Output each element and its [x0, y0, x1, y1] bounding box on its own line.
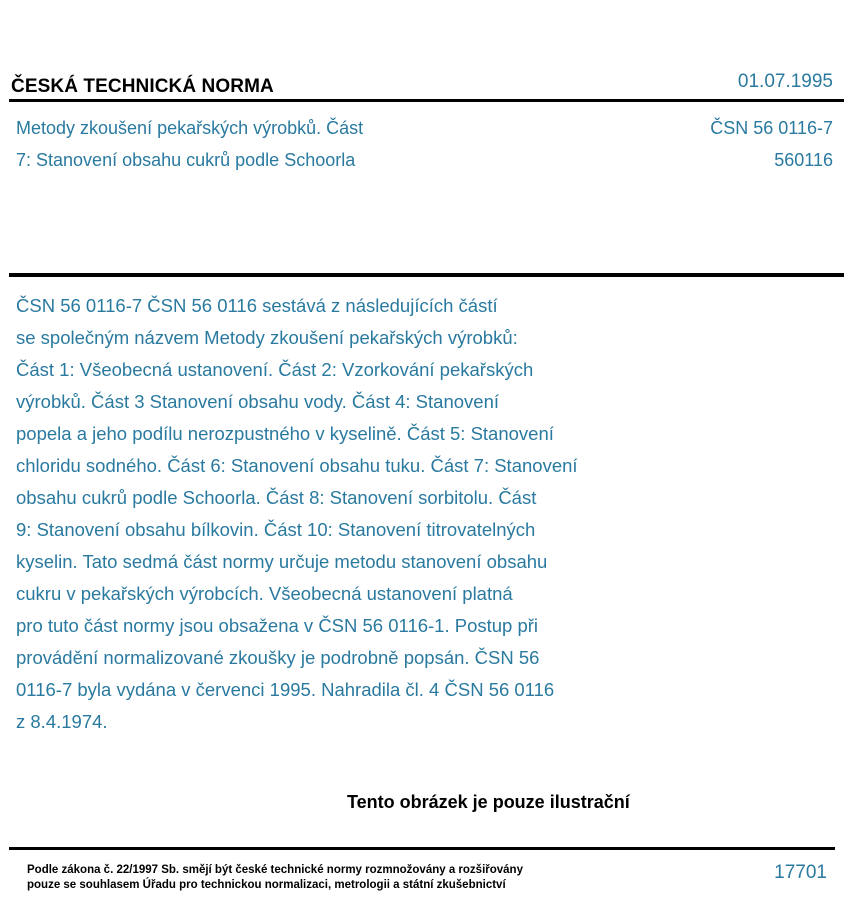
- document-number: 17701: [774, 862, 827, 883]
- norm-code: ČSN 56 0116-7: [710, 118, 833, 138]
- norm-title-line2: 7: Stanovení obsahu cukrů podle Schoorla: [16, 150, 356, 170]
- document-title: ČESKÁ TECHNICKÁ NORMA: [11, 76, 274, 97]
- norm-description: ČSN 56 0116-7 ČSN 56 0116 sestává z následujících částí se společným názvem Metody zkoušení pekařských výrobků: Část 1: Všeobecná ustanovení. Část 2: Vzorkování pekařských výrobků. Část 3 Stanovení obsahu vody. Část 4: Stanovení popela a jeho podílu nerozpustného v kyselině. Část 5: Stanovení chloridu sodného. Část 6: Stanovení obsahu tuku. Část 7: Stanovení obsahu cukrů podle Schoorla. Část 8: Stanovení sorbitolu. Část 9: Stanovení obsahu bílkovin. Část 10: Stanovení titrovatelných kyselin. Tato sedmá část normy určuje metodu stanovení obsahu cukru v pekařských výrobcích. Všeobecná ustanovení platná pro tuto část normy jsou obsažena v ČSN 56 0116-1. Postup při provádění normalizované zkoušky je podrobně popsán. ČSN 56 0116-7 byla vydána v červenci 1995. Nahradila čl. 4 ČSN 56 0116 z 8.4.1974.: [16, 295, 578, 732]
- issue-date: 01.07.1995: [737, 71, 833, 92]
- legal-notice-line2: pouze se souhlasem Úřadu pro technickou normalizaci, metrologii a státní zkušebnictví: [27, 879, 506, 891]
- header-divider: [9, 99, 844, 102]
- illustration-note: Tento obrázek je pouze ilustrační: [347, 792, 630, 812]
- footer-divider: [9, 847, 835, 850]
- section-divider: [9, 273, 844, 277]
- legal-notice-line1: Podle zákona č. 22/1997 Sb. smějí být české technické normy rozmnožovány a rozšiřovány: [27, 864, 523, 876]
- class-code: 560116: [774, 150, 833, 170]
- legal-notice: [27, 863, 523, 893]
- norm-title-line1: Metody zkoušení pekařských výrobků. Část: [16, 118, 364, 138]
